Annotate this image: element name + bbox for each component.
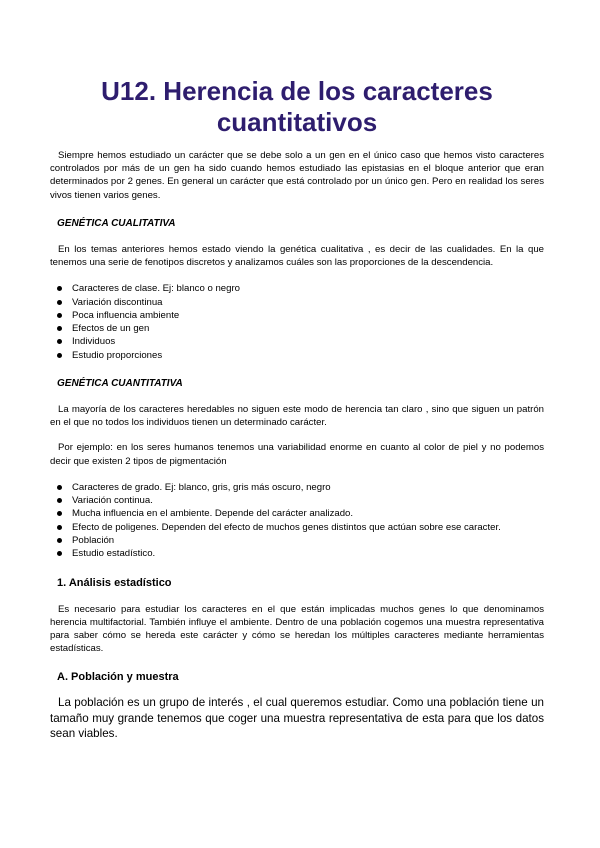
list-item: Poca influencia ambiente (57, 309, 544, 322)
list-item: Efectos de un gen (57, 322, 544, 335)
analisis-paragraph: Es necesario para estudiar los caracteres en el que están implicadas muchos genes lo que denominamos herencia multifactorial. También influye el ambiente. Dentro de una población cogemos una muestra representativa para saber cómo se hereda este carácter y cómo se heredan los múltiples caracteres mediante herramientas estadísticas. (50, 603, 544, 655)
heading-analisis-estadistico: 1. Análisis estadístico (57, 576, 172, 589)
list-item: Variación discontinua (57, 296, 544, 309)
heading-genetica-cuantitativa: GENÉTICA CUANTITATIVA (57, 378, 183, 389)
list-item: Individuos (57, 335, 544, 348)
list-item: Estudio estadístico. (57, 547, 544, 560)
list-item: Caracteres de grado. Ej: blanco, gris, gris más oscuro, negro (57, 481, 544, 494)
list-item: Población (57, 534, 544, 547)
cuantitativa-paragraph-1: La mayoría de los caracteres heredables no siguen este modo de herencia tan claro , sino que siguen un patrón en el que no todos los individuos tienen un determinado carácter. (50, 404, 544, 429)
heading-genetica-cualitativa: GENÉTICA CUALITATIVA (57, 217, 176, 229)
list-item: Caracteres de clase. Ej: blanco o negro (57, 282, 544, 295)
bullet-icon (57, 339, 62, 344)
cuantitativa-list (50, 481, 544, 561)
list-item: Variación continua. (57, 494, 544, 507)
bullet-icon (57, 498, 62, 503)
intro-paragraph: Siempre hemos estudiado un carácter que se debe solo a un gen en el único caso que hemos visto caracteres controlados por más de un gen ha sido cuando hemos estudiado las epistasias en el bloque anterior que eran determinados por 2 genes. En general un carácter que está controlado por un único gen. Pero en realidad los seres vivos tienen varios genes. (50, 150, 544, 201)
list-item: Efecto de poligenes. Dependen del efecto de muchos genes distintos que actúan sobre ese caracter. (57, 521, 544, 534)
bullet-icon (57, 313, 62, 318)
bullet-icon (57, 300, 62, 305)
bullet-icon (57, 485, 62, 490)
title-line-1: U12. Herencia de los caracteres (101, 76, 493, 106)
bullet-icon (57, 538, 62, 543)
list-item: Estudio proporciones (57, 349, 544, 362)
bullet-icon (57, 353, 62, 358)
bullet-icon (57, 551, 62, 556)
cualitativa-paragraph: En los temas anteriores hemos estado viendo la genética cualitativa , es decir de las cualidades. En la que tenemos una serie de fenotipos discretos y analizamos cuáles son las proporciones de la descendencia. (50, 243, 544, 269)
title-line-2: cuantitativos (216, 107, 378, 137)
bullet-icon (57, 286, 62, 291)
bullet-icon (57, 326, 62, 331)
bullet-icon (57, 525, 62, 530)
cualitativa-list (50, 282, 544, 362)
list-item: Mucha influencia en el ambiente. Depende del carácter analizado. (57, 507, 544, 520)
bullet-icon (57, 511, 62, 516)
poblacion-paragraph: La población es un grupo de interés , el cual queremos estudiar. Como una población tiene un tamaño muy grande tenemos que coger una muestra representativa de esta para que los datos sean viables. (50, 696, 544, 741)
page-title (50, 0, 544, 138)
cuantitativa-paragraph-2: Por ejemplo: en los seres humanos tenemos una variabilidad enorme en cuanto al color de piel y no podemos decir que existen 2 tipos de pigmentación (50, 442, 544, 467)
heading-poblacion-muestra: A. Población y muestra (57, 671, 179, 684)
